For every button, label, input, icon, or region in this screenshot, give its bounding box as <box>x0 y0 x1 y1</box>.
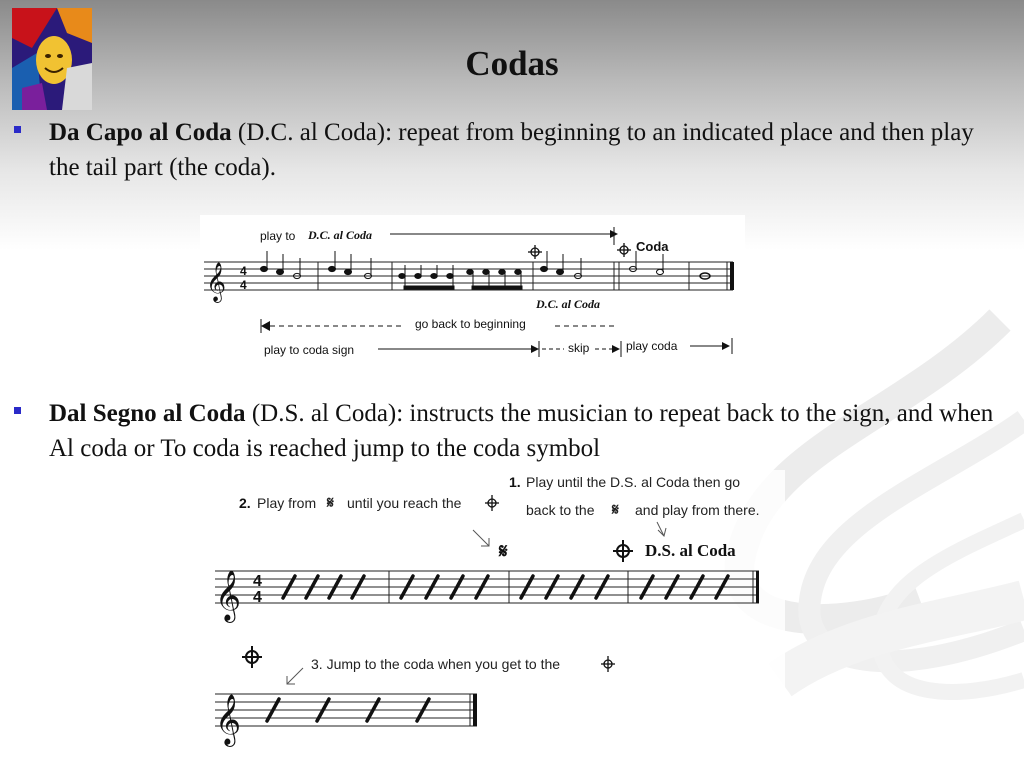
skip-label: skip <box>568 341 590 355</box>
dc-al-coda-diagram <box>200 215 745 365</box>
step3-label: 3. Jump to the coda when you get to the <box>311 656 561 672</box>
bullet-text <box>49 396 1000 466</box>
ds-al-coda-diagram <box>205 470 785 755</box>
go-back-label: go back to beginning <box>415 317 526 331</box>
play-coda-label: play coda <box>626 339 678 353</box>
theater-masks-logo-icon <box>12 8 92 110</box>
play-to-marker-label: D.C. al Coda <box>308 228 373 242</box>
step1-line1: Play until the D.S. al Coda then go <box>526 474 741 490</box>
step2-label-a: Play from <box>257 495 317 511</box>
bullet-marker <box>14 407 21 414</box>
coda-label: Coda <box>636 239 669 254</box>
dc-al-coda-label: D.C. al Coda <box>536 297 601 311</box>
play-to-coda-sign-label: play to coda sign <box>264 343 355 357</box>
time-signature-bottom: 4 <box>240 278 247 292</box>
time-signature-top: 4 <box>240 264 247 278</box>
segno-icon: 𝄋 <box>327 495 334 512</box>
treble-clef-icon: 𝄞 <box>206 263 227 301</box>
bullet-term: Dal Segno al Coda <box>49 400 246 427</box>
play-to-label: play to <box>260 229 296 243</box>
bullet-text <box>49 115 1000 185</box>
segno-icon: 𝄋 <box>499 541 508 563</box>
bullet-marker <box>14 126 21 133</box>
ds-al-coda-label: D.S. al Coda <box>645 541 736 560</box>
bullet-description: (D.S. al Coda): instructs the musician to repeat back to the sign, and when Al coda or To coda is reached jump to the coda symbol <box>49 400 994 462</box>
step2-label-b: until you reach the <box>347 495 462 511</box>
step1-number: 1. <box>509 474 521 490</box>
step1-line2a: back to the <box>526 502 595 518</box>
step1-line2b: and play from there. <box>635 502 760 518</box>
time-signature-top: 4 <box>253 573 262 590</box>
bullet-term: Da Capo al Coda <box>49 119 232 146</box>
slide-title: Codas <box>465 44 559 83</box>
treble-clef-icon: 𝄞 <box>215 695 242 744</box>
time-signature-bottom: 4 <box>253 589 262 606</box>
treble-clef-icon: 𝄞 <box>215 571 242 620</box>
bullet-description: (D.C. al Coda): repeat from beginning to an indicated place and then play the tail part (the coda). <box>49 119 974 181</box>
step2-number: 2. <box>239 495 251 511</box>
segno-icon: 𝄋 <box>612 502 619 519</box>
